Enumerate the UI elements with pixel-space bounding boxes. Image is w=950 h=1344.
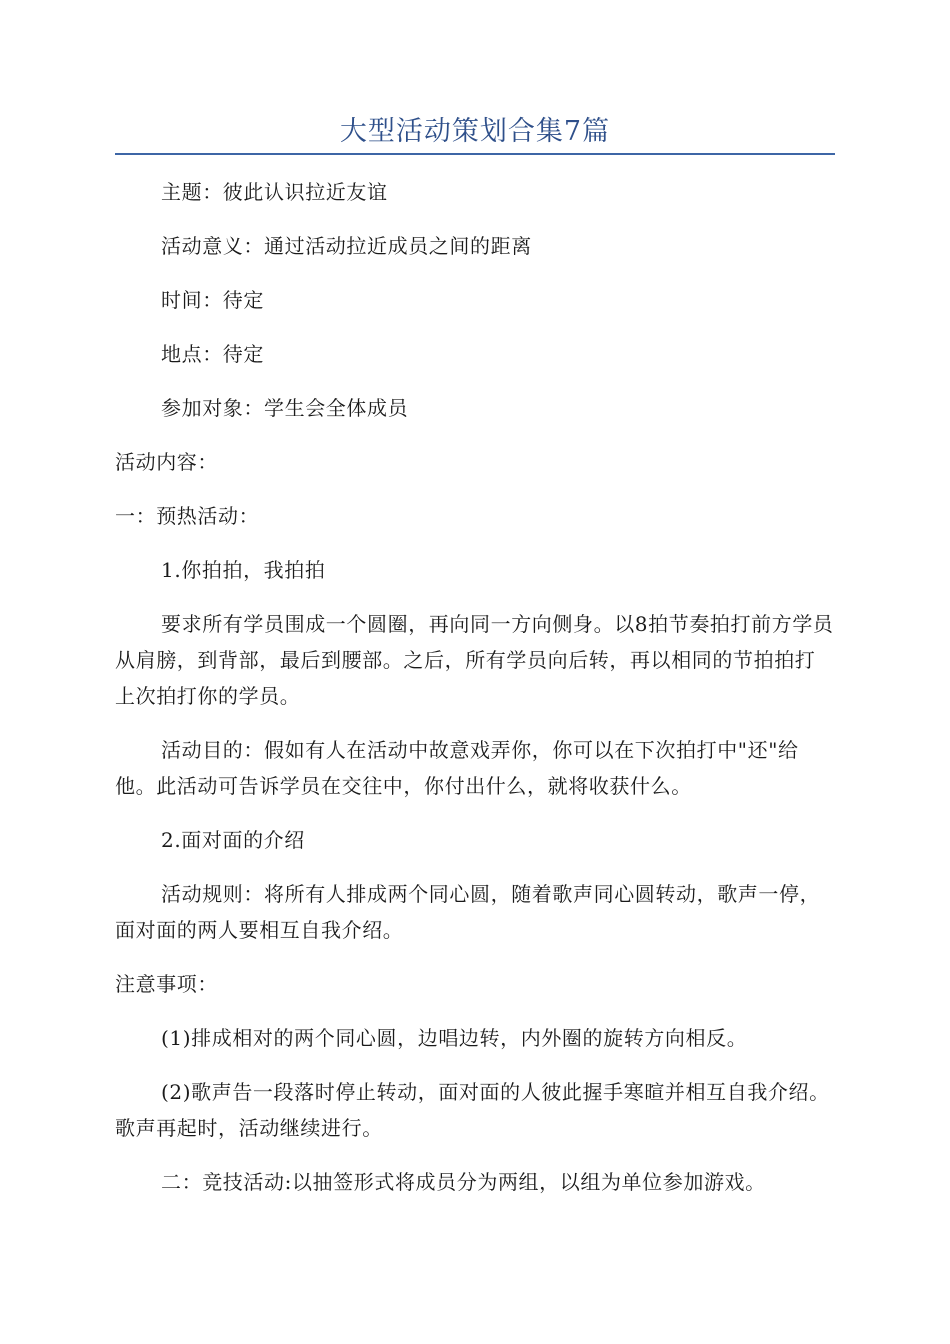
paragraph-face-rules: 活动规则：将所有人排成两个同心圆，随着歌声同心圆转动，歌声一停，面对面的两人要相互自我介绍。: [115, 882, 821, 942]
heading-activity-content: 活动内容：: [115, 450, 218, 474]
paragraph-pat-rules: 要求所有学员围成一个圆圈，再向同一方向侧身。以8拍节奏拍打前方学员从肩膀，到背部，最后到腰部。之后，所有学员向后转，再以相同的节拍拍打上次拍打你的学员。: [115, 612, 834, 708]
paragraph-note-2: (2)歌声告一段落时停止转动，面对面的人彼此握手寒暄并相互自我介绍。歌声再起时，活动继续进行。: [115, 1080, 830, 1140]
paragraph-note-1: (1)排成相对的两个同心圆，边唱边转，内外圈的旋转方向相反。: [161, 1026, 748, 1050]
heading-notes: 注意事项：: [115, 972, 218, 996]
paragraph-pat-purpose: 活动目的：假如有人在活动中故意戏弄你，你可以在下次拍打中"还"给他。此活动可告诉学员在交往中，你付出什么，就将收获什么。: [115, 738, 799, 798]
subheading-pat-game: 1.你拍拍，我拍拍: [161, 558, 326, 582]
document-title: 大型活动策划合集7篇: [339, 116, 611, 147]
paragraph-location: 地点：待定: [161, 342, 264, 366]
subheading-face-intro: 2.面对面的介绍: [161, 828, 305, 852]
paragraph-theme: 主题：彼此认识拉近友谊: [161, 180, 388, 204]
document-body: [115, 174, 835, 1218]
paragraph-competition: 二：竞技活动:以抽签形式将成员分为两组，以组为单位参加游戏。: [161, 1170, 766, 1194]
title-underline: [115, 153, 835, 155]
paragraph-time: 时间：待定: [161, 288, 264, 312]
paragraph-significance: 活动意义：通过活动拉近成员之间的距离: [161, 234, 532, 258]
heading-warmup: 一：预热活动：: [115, 504, 260, 528]
paragraph-participants: 参加对象：学生会全体成员: [161, 396, 409, 420]
